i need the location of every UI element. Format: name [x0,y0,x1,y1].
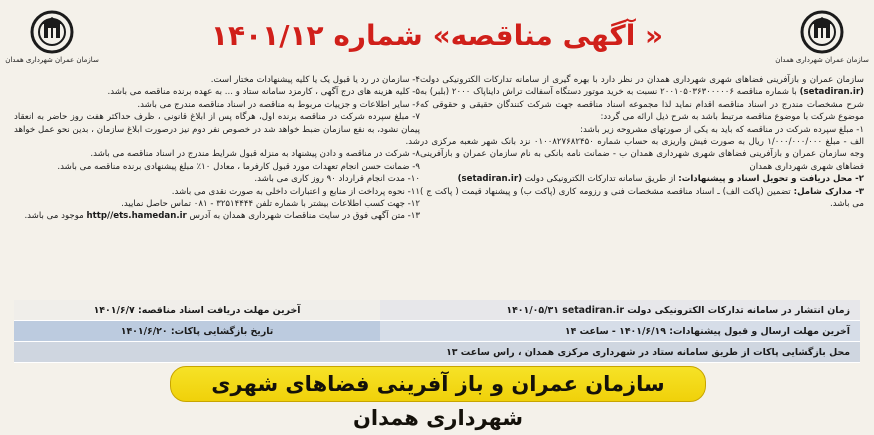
item-4: ۴- سازمان در رد یا قبول یک یا کلیه پیشنهادات مختار است. [210,75,420,85]
item-13: ۱۳- متن آگهی فوق در سایت مناقصات شهرداری همدان به آدرس http//ets.hamedan.ir موجود می باشد. [24,211,420,222]
publish-site: setadiran.ir [562,304,624,316]
schedule-table [14,300,860,360]
item-10: ۱۰- مدت انجام قرارداد ۹۰ روز کاری می باشد. [254,174,420,185]
intro-paragraph: سازمان عمران و بازآفرینی فضاهای شهری شهرداری همدان در نظر دارد با بهره گیری از سامانه تدارکات الکترونیکی دولت (setadiran.ir) با شماره مناقصه ۲۰۰۱۰۵۰۳۶۳۰۰۰۰۰۶ نسبت به خرید موتور دستگاه آسفالت تراش دایناپاک ۲۰۰۰ (بلبر) به شرح مشخصات مندرج در اسناد مناقصه اقدام نماید لذا مجموعه اسناد مناقصه جهت شرکت کنندگان حقیقی و حقوقی که موضوع شرکت با موضوع مناقصه مرتبط باشد به شرح ذیل ارائه می گردد: [420,75,864,123]
item-2: ۲- محل دریافت و تحویل اسناد و پیشنهادات: از طریق سامانه تدارکات الکترونیکی دولت (setadiran.ir) [457,174,864,185]
item-11: ۱۱- نحوه پرداخت از منابع و اعتبارات داخلی به صورت نقدی می باشد. [171,186,420,197]
notice-body-right [420,74,864,302]
item-1-alef: الف - مبلغ ۱/۰۰۰/۰۰۰/۰۰۰ ریال به صورت فیش واریزی به حساب شماره ۰۱۰۰۸۲۷۶۸۲۴۵۰ نزد بانک شهر شعبه مرکزی در وجه سازمان عمران و بازآفرینی فضاهای شهری شهرداری همدان ب - ضمانت نامه بانکی به نام سازمان عمران و بازآفرینی فضاهای شهری شهرداری همدان [420,137,864,172]
schedule-row [14,342,860,363]
notice-title: « آگهی مناقصه» شماره ۱۴۰۱/۱۲ [210,19,664,52]
item-8: ۸- شرکت در مناقصه و دادن پیشنهاد به منزله قبول شرایط مندرج در اسناد مناقصه می باشد. [90,149,420,160]
receive-deadline: آخرین مهلت دریافت اسناد مناقصه: ۱۴۰۱/۶/۷ [14,300,380,320]
setadiran-link[interactable]: (setadiran.ir) [799,87,864,98]
item-12: ۱۲- جهت کسب اطلاعات بیشتر با شماره تلفن ۳۲۵۱۴۴۴۴ - ۰۸۱ تماس حاصل نمایید. [121,199,420,210]
opening-date: تاریخ بازگشایی پاکات: ۱۴۰۱/۶/۲۰ [14,321,380,341]
ets-link[interactable]: http//ets.hamedan.ir [86,211,187,222]
logo-caption: سازمان عمران شهرداری همدان [5,56,99,64]
logo-caption: سازمان عمران شهرداری همدان [775,56,869,64]
publish-cell: زمان انتشار در سامانه تدارکات الکترونیکی دولت setadiran.ir ۱۴۰۱/۰۵/۳۱ [380,300,860,320]
opening-place: محل بازگشایی پاکات از طریق سامانه ستاد در شهرداری مرکزی همدان ، راس ساعت ۱۳ [14,342,860,362]
organization-logo-left [5,10,99,72]
setadiran-link[interactable]: (setadiran.ir) [457,174,523,185]
item-5: ۵- کلیه هزینه های درج آگهی ، کارمزد سامانه ستاد و ... به عهده برنده مناقصه می باشد. [107,87,420,98]
item-1: ۱- مبلغ سپرده شرکت در مناقصه که باید به یکی از صورتهای مشروحه زیر باشد: [580,124,864,135]
emblem-icon [790,10,854,54]
item-7: ۷- مبلغ سپرده شرکت در مناقصه برنده اول، هرگاه پس از ابلاغ قانونی ، ظرف حداکثر هفت روز حاضر به انعقاد پیمان نشود، به نفع سازمان ضبط خواهد شد در خصوص نفر دوم نیز درصورت ابلاغ سازمان ، بدین نحو عمل خواهد شد. [14,112,420,148]
schedule-row [14,300,860,321]
item-6: ۶- سایر اطلاعات و جزییات مربوط به مناقصه در اسناد مناقصه مندرج می باشد. [137,99,420,110]
notice-body-left [14,74,420,302]
emblem-icon [20,10,84,54]
publish-date: ۱۴۰۱/۰۵/۳۱ [506,304,559,316]
schedule-row [14,321,860,342]
submit-deadline: آخرین مهلت ارسال و قبول پیشنهادات: ۱۴۰۱/۶/۱۹ - ساعت ۱۴ [380,321,860,341]
item-3: ۳- مدارک شامل: تضمین (پاکت الف) ـ اسناد مناقصه مشخصات فنی و رزومه کاری (پاکت ب) و پیشنهاد قیمت ( پاکت ج ) می باشد. [420,186,864,210]
organization-logo-right [775,10,869,72]
organization-banner: سازمان عمران و باز آفرینی فضاهای شهری شهرداری همدان [170,366,706,402]
item-9: ۹- ضمانت حسن انجام تعهدات مورد قبول کارفرما ، معادل ۱۰٪ مبلغ پیشنهادی برنده مناقصه می باشد. [57,161,420,172]
